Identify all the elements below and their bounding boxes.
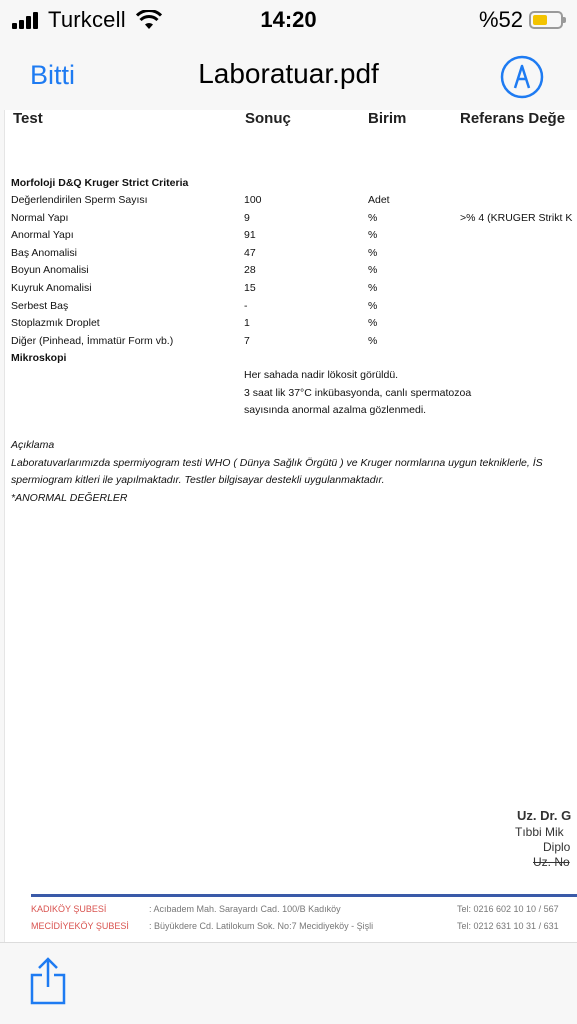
row-unit: %: [368, 229, 378, 242]
note-text: spermiogram kitleri ile yapılmaktadır. Testler bilgisayar destekli uygulanmaktadır.: [11, 474, 385, 486]
note-title: Açıklama: [11, 439, 55, 451]
microscopy-line: Her sahada nadir lökosit görüldü.: [244, 369, 399, 381]
footer-address-kadikoy: : Acıbadem Mah. Sarayardı Cad. 100/B Kadıköy: [149, 904, 341, 914]
row-result-value: 1: [244, 317, 250, 330]
row-unit: Adet: [368, 194, 390, 206]
row-unit: %: [368, 264, 378, 277]
signature-number: Uz. No: [533, 855, 570, 869]
battery-icon: [529, 11, 563, 29]
signature-diploma: Diplo: [543, 840, 571, 854]
footer-branch-mecidiyekoy: MECİDİYEKÖY ŞUBESİ: [31, 921, 129, 931]
row-result-value: 7: [244, 334, 250, 347]
row-unit: %: [368, 211, 378, 224]
clock: 14:20: [260, 7, 317, 32]
row-test-name: Serbest Baş: [11, 299, 69, 312]
row-result-value: 15: [244, 282, 256, 294]
footer-phone-kadikoy: Tel: 0216 602 10 10 / 567: [457, 904, 559, 914]
column-header-test: Test: [13, 110, 43, 127]
row-test-name: Baş Anomalisi: [11, 246, 77, 259]
row-unit: %: [368, 282, 378, 294]
markup-pen-icon[interactable]: [499, 54, 545, 100]
column-header-reference: Referans Değe: [460, 110, 566, 127]
row-test-name: Diğer (Pinhead, İmmatür Form vb.): [11, 334, 174, 347]
row-result-value: 47: [244, 246, 256, 259]
row-test-name: Anormal Yapı: [11, 229, 74, 242]
row-test-name: Boyun Anomalisi: [11, 264, 89, 277]
note-text: Laboratuvarlarımızda spermiyogram testi WHO ( Dünya Sağlık Örgütü ) ve Kruger normlarına uygun tekniklerle, İS: [11, 457, 543, 469]
row-unit: %: [368, 246, 378, 259]
footer-address-mecidiyekoy: : Büyükdere Cd. Latilokum Sok. No:7 Mecidiyeköy - Şişli: [149, 921, 374, 931]
status-right: [479, 7, 563, 33]
microscopy-title: Mikroskopi: [11, 352, 67, 364]
navigation-bar: [0, 40, 577, 110]
footer-branch-kadikoy: KADIKÖY ŞUBESİ: [31, 904, 107, 914]
battery-percent: %52: [478, 7, 523, 32]
row-reference: >% 4 (KRUGER Strikt K: [460, 211, 573, 224]
microscopy-line: sayısında anormal azalma gözlenmedi.: [244, 404, 427, 416]
row-test-name: Normal Yapı: [11, 211, 69, 224]
done-button[interactable]: Bitti: [30, 60, 76, 90]
row-result-value: 100: [244, 194, 262, 206]
row-unit: %: [368, 334, 378, 347]
microscopy-line: 3 saat lik 37°C inkübasyonda, canlı spermatozoa: [244, 387, 472, 399]
row-result-value: 9: [244, 211, 250, 224]
row-result-value: 91: [244, 229, 256, 242]
carrier-name: Turkcell: [48, 7, 126, 32]
row-unit: %: [368, 299, 378, 312]
footer-divider: [31, 894, 577, 897]
bottom-toolbar: [0, 942, 577, 1024]
column-header-result: Sonuç: [245, 110, 291, 127]
row-unit: %: [368, 317, 378, 330]
column-header-unit: Birim: [368, 110, 407, 127]
abnormal-values-note: *ANORMAL DEĞERLER: [11, 492, 128, 504]
battery-level: [533, 15, 547, 25]
signature-name: Uz. Dr. G: [517, 808, 572, 823]
document-title: Laboratuar.pdf: [198, 58, 379, 89]
signature-title: Tıbbi Mik: [515, 825, 564, 839]
section-title: Morfoloji D&Q Kruger Strict Criteria: [11, 177, 189, 189]
pdf-page[interactable]: [4, 110, 577, 942]
footer-phone-mecidiyekoy: Tel: 0212 631 10 31 / 631: [457, 921, 559, 931]
row-test-name: Kuyruk Anomalisi: [11, 282, 92, 294]
share-icon[interactable]: [28, 955, 68, 1007]
row-test-name: Değerlendirilen Sperm Sayısı: [11, 194, 148, 206]
status-bar: [0, 0, 577, 40]
row-test-name: Stoplazmık Droplet: [11, 317, 100, 330]
row-result-value: 28: [244, 264, 256, 277]
row-result-value: -: [244, 299, 248, 312]
